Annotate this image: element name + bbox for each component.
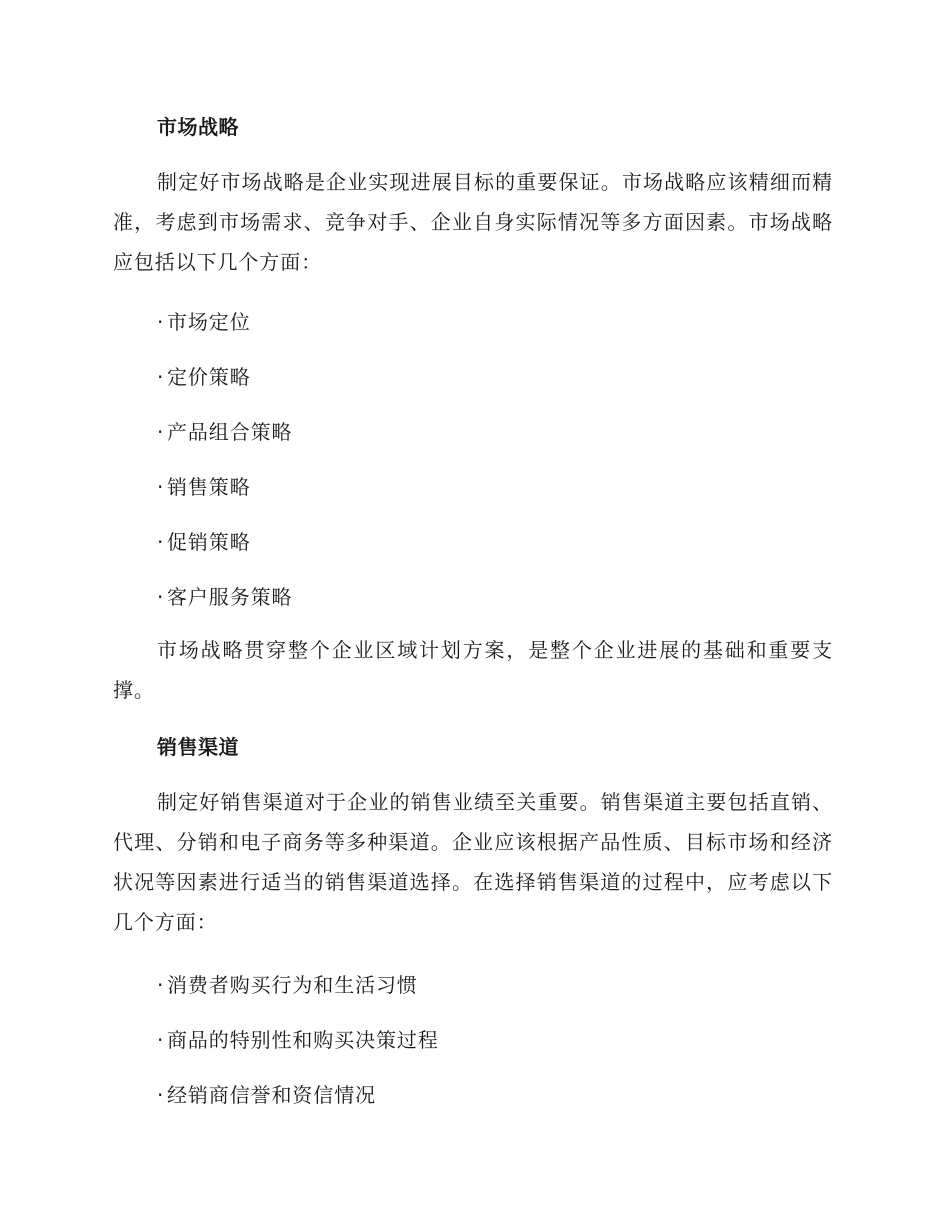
section-heading-sales-channels: 销售渠道 (157, 735, 239, 759)
bullet-marker: · (157, 973, 165, 997)
list-item: · 产品组合策略 (157, 420, 293, 444)
bullet-marker: · (157, 585, 165, 609)
section-heading-market-strategy: 市场战略 (157, 115, 239, 139)
market-strategy-conclusion: 市场战略贯穿整个企业区域计划方案，是整个企业进展的基础和重要支撑。 (113, 638, 833, 702)
list-item: · 定价策略 (157, 365, 251, 389)
bullet-marker: · (157, 1028, 165, 1052)
bullet-marker: · (157, 475, 165, 499)
bullet-marker: · (157, 530, 165, 554)
bullet-marker: · (157, 1083, 165, 1107)
list-item: · 销售策略 (157, 475, 251, 499)
bullet-marker: · (157, 365, 165, 389)
list-item: · 促销策略 (157, 530, 251, 554)
list-item: · 消费者购买行为和生活习惯 (157, 973, 418, 997)
bullet-marker: · (157, 310, 165, 334)
list-item: · 客户服务策略 (157, 585, 293, 609)
sales-channels-intro: 制定好销售渠道对于企业的销售业绩至关重要。销售渠道主要包括直销、代理、分销和电子商务等多种渠道。企业应该根据产品性质、目标市场和经济状况等因素进行适当的销售渠道选择。在选择销售渠道的过程中，应考虑以下几个方面： (113, 790, 833, 934)
list-item: · 经销商信誉和资信情况 (157, 1083, 376, 1107)
list-item: · 商品的特别性和购买决策过程 (157, 1028, 439, 1052)
market-strategy-intro: 制定好市场战略是企业实现进展目标的重要保证。市场战略应该精细而精准，考虑到市场需求、竞争对手、企业自身实际情况等多方面因素。市场战略应包括以下几个方面： (113, 170, 833, 274)
list-item: · 市场定位 (157, 310, 251, 334)
bullet-marker: · (157, 420, 165, 444)
